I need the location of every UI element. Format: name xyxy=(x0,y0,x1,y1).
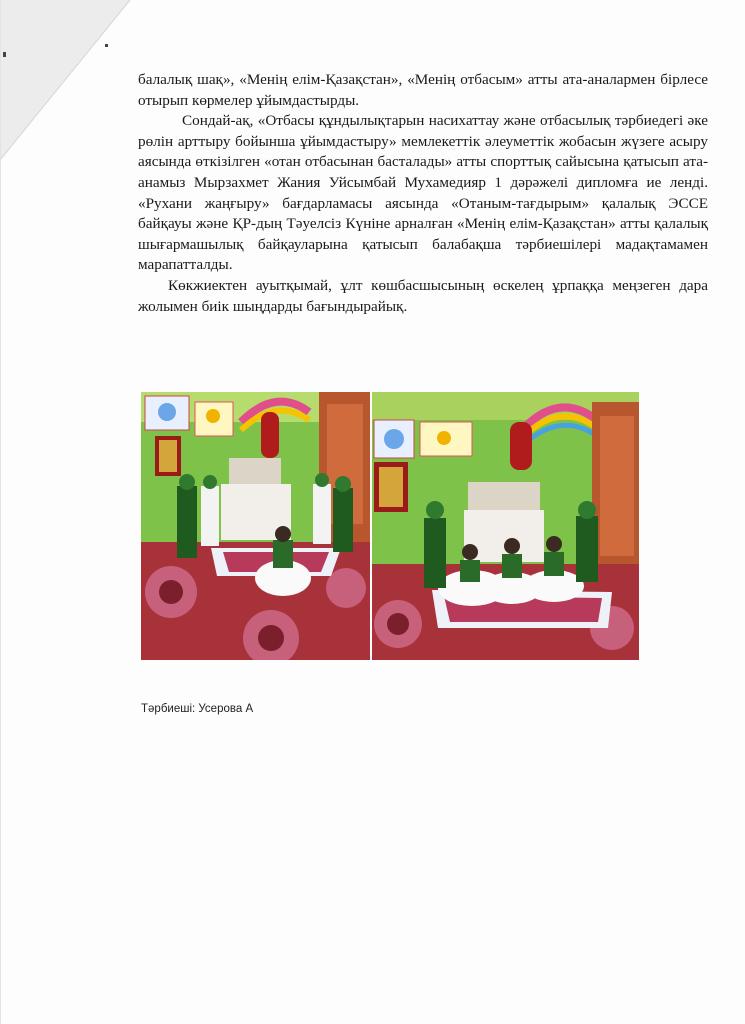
photo-right xyxy=(372,392,639,660)
photo-strip xyxy=(141,392,639,660)
scan-speck xyxy=(3,52,6,57)
paragraph-awards: Сондай-ақ, «Отбасы құндылықтарын насихаттау және отбасылық тәрбиедегі әке рөлін арттыру бойынша ұйымдастыру» мемлекеттік әлеуметтік жобасын жүзеге асыру аясында өткізілген «отан отбасынан басталады» атты спорттық сайысына қатысып ата-анамыз Мырзахмет Жания Уйсымбай Мухамедияр 1 дәрәжелі дипломға ие ленді. «Рухани жаңғыру» бағдарламасы аясында «Отаным-тағдырым» қалалық ЭССЕ байқауы және ҚР-дың Тәуелсіз Күніне арналған «Менің елім-Қазақстан» атты қалалық шығармашылық байқауларына қатысып балабақша тәрбиешілері мадақтамамен марапатталды. xyxy=(138,112,708,274)
paragraph-closing: Көкжиектен ауытқымай, ұлт көшбасшысының өскелең ұрпаққа меңзеген дара жолымен биік шыңдарды бағындырайық. xyxy=(138,276,708,315)
paragraph-exhibitions: балалық шақ», «Менің елім-Қазақстан», «Менің отбасым» атты ата-аналармен бірлесе отырып көрмелер ұйымдастырды. xyxy=(138,71,708,109)
document-body xyxy=(138,70,708,317)
teacher-signature: Тәрбиеші: Усерова А xyxy=(141,703,254,715)
scan-speck xyxy=(105,44,108,47)
photo-left xyxy=(141,392,370,660)
